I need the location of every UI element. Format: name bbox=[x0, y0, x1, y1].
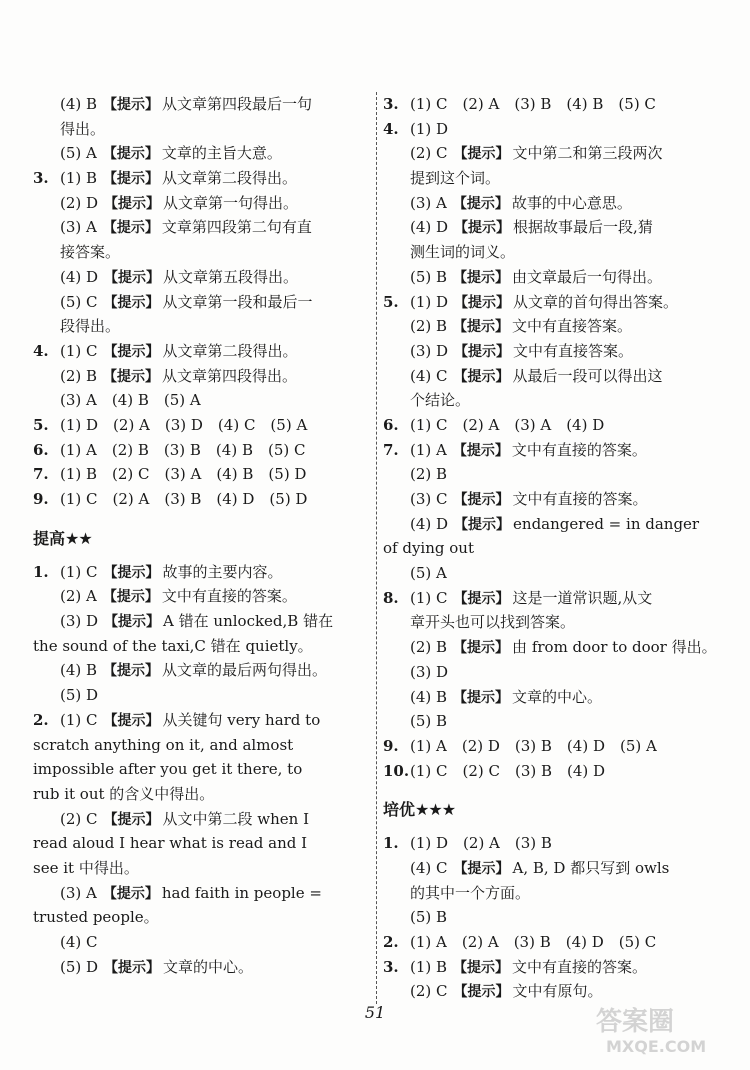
answer-line bbox=[383, 561, 723, 586]
right-column bbox=[383, 92, 723, 1004]
answer-text: 文中有原句。 bbox=[512, 982, 603, 1001]
answer-text: 由文章最后一句得出。 bbox=[512, 267, 663, 286]
hint-label: 【提示】 bbox=[104, 614, 161, 631]
answer-text: 文章的主旨大意。 bbox=[161, 144, 282, 163]
answer-text: (5) D bbox=[60, 957, 99, 976]
answer-text: 文中第二和第三段两次 bbox=[512, 144, 663, 163]
section-heading-text: 提高 bbox=[33, 528, 66, 548]
answer-text: 从文章第一句得出。 bbox=[163, 193, 299, 212]
answer-line bbox=[33, 905, 373, 930]
answer-text: (1) C (2) A (3) A (4) D bbox=[410, 415, 605, 434]
answer-text: 文中有直接答案。 bbox=[512, 317, 633, 336]
question-number: 2. bbox=[33, 710, 49, 729]
answer-text: scratch anything on it, and almost bbox=[33, 735, 294, 754]
answer-text: 从文章第四段得出。 bbox=[162, 366, 298, 385]
hint-label: 【提示】 bbox=[102, 220, 159, 237]
question-number: 10. bbox=[383, 761, 410, 780]
answer-text: see it 中得出。 bbox=[33, 858, 139, 877]
answer-text: (4) C bbox=[60, 933, 98, 951]
answer-line bbox=[383, 413, 723, 438]
hint-label: 【提示】 bbox=[104, 959, 161, 976]
answer-line bbox=[383, 759, 723, 784]
answer-text: (1) C bbox=[60, 562, 98, 581]
answer-line bbox=[33, 413, 373, 438]
answer-text: (1) C (2) A (3) B (4) D (5) D bbox=[60, 490, 308, 508]
answer-text: 从文章第一段和最后一 bbox=[162, 292, 313, 311]
answer-text: 由 from door to door 得出。 bbox=[512, 638, 717, 657]
question-number: 3. bbox=[33, 169, 49, 188]
answer-line bbox=[33, 930, 373, 955]
answer-line bbox=[383, 462, 723, 487]
answer-line bbox=[33, 658, 373, 683]
answer-text: (1) B bbox=[410, 957, 448, 976]
answer-text: 段得出。 bbox=[60, 317, 121, 336]
answer-text: trusted people。 bbox=[33, 908, 159, 927]
left-column bbox=[33, 92, 373, 979]
answer-text: (3) C bbox=[410, 490, 448, 508]
hint-label: 【提示】 bbox=[453, 959, 510, 976]
section-heading-text: 培优 bbox=[383, 800, 416, 820]
difficulty-stars: ★★ bbox=[65, 528, 92, 548]
hint-label: 【提示】 bbox=[454, 220, 511, 237]
answer-line bbox=[33, 215, 373, 240]
hint-label: 【提示】 bbox=[453, 984, 510, 1001]
answer-line bbox=[33, 757, 373, 782]
answer-text: 的其中一个方面。 bbox=[410, 883, 531, 902]
answer-text: 测生词的词义。 bbox=[410, 243, 516, 262]
hint-label: 【提示】 bbox=[103, 294, 160, 311]
answer-line bbox=[33, 807, 373, 832]
question-number: 2. bbox=[383, 933, 399, 951]
watermark-logo bbox=[592, 1000, 732, 1056]
answer-line bbox=[383, 831, 723, 856]
answer-line bbox=[33, 856, 373, 881]
answer-text: 从最后一段可以得出这 bbox=[512, 366, 663, 385]
hint-label: 【提示】 bbox=[103, 171, 160, 188]
answer-line bbox=[33, 708, 373, 733]
answer-text: (1) C bbox=[60, 710, 98, 729]
answer-line bbox=[383, 438, 723, 463]
answer-text: (5) B bbox=[410, 908, 448, 927]
answer-text: 接答案。 bbox=[60, 243, 121, 262]
answer-text: 章开头也可以找到答案。 bbox=[410, 613, 576, 632]
answer-text: 提到这个词。 bbox=[410, 169, 501, 188]
answer-text: A 错在 unlocked,B 错在 bbox=[163, 612, 334, 631]
answer-text: (2) B bbox=[60, 366, 98, 385]
answer-line bbox=[33, 782, 373, 807]
question-number: 4. bbox=[383, 119, 399, 138]
hint-label: 【提示】 bbox=[453, 269, 510, 286]
answer-line bbox=[383, 660, 723, 685]
answer-text: rub it out 的含义中得出。 bbox=[33, 784, 215, 803]
hint-label: 【提示】 bbox=[103, 663, 160, 680]
answer-text: 从文章的首句得出答案。 bbox=[513, 292, 679, 311]
answer-text: 从文章第二段得出。 bbox=[162, 169, 298, 188]
answer-text: (3) D bbox=[410, 662, 449, 681]
answer-line bbox=[383, 265, 723, 290]
answer-line bbox=[33, 560, 373, 585]
answer-text: (4) D bbox=[60, 267, 99, 286]
hint-label: 【提示】 bbox=[453, 860, 510, 877]
answer-line bbox=[383, 930, 723, 955]
answer-text: (1) A (2) B (3) B (4) B (5) C bbox=[60, 440, 306, 459]
answer-text: (2) A bbox=[60, 587, 97, 606]
answer-line bbox=[383, 364, 723, 389]
difficulty-stars: ★★★ bbox=[415, 800, 456, 820]
hint-label: 【提示】 bbox=[103, 564, 160, 581]
answer-text: (3) D bbox=[60, 612, 99, 631]
answer-text: (5) D bbox=[60, 686, 99, 705]
answer-text: 个结论。 bbox=[410, 391, 471, 410]
answer-text: (4) C bbox=[410, 858, 448, 877]
answer-text: 文中有直接的答案。 bbox=[512, 957, 648, 976]
answer-text: (1) D bbox=[410, 292, 449, 311]
answer-text: (1) D (2) A (3) D (4) C (5) A bbox=[60, 415, 308, 434]
answer-line bbox=[383, 905, 723, 930]
answer-text: (1) C bbox=[410, 588, 448, 607]
answer-text: (1) B (2) C (3) A (4) B (5) D bbox=[60, 465, 307, 484]
answer-text: 根据故事最后一段,猜 bbox=[513, 218, 653, 237]
answer-text: 文章第四段第二句有直 bbox=[161, 218, 312, 237]
answer-text: (5) A bbox=[410, 564, 447, 583]
answer-text: (3) A bbox=[60, 883, 97, 902]
answer-text: (4) B bbox=[60, 661, 98, 680]
hint-label: 【提示】 bbox=[453, 689, 510, 706]
section-heading bbox=[383, 789, 723, 831]
answer-line bbox=[33, 733, 373, 758]
answer-text: 得出。 bbox=[60, 119, 106, 138]
answer-text: (1) A (2) D (3) B (4) D (5) A bbox=[410, 736, 657, 755]
hint-label: 【提示】 bbox=[103, 97, 160, 113]
answer-line bbox=[383, 215, 723, 240]
answer-line bbox=[383, 856, 723, 881]
answer-line bbox=[383, 314, 723, 339]
answer-line bbox=[383, 610, 723, 635]
section-heading bbox=[33, 518, 373, 560]
question-number: 9. bbox=[33, 490, 49, 508]
question-number: 7. bbox=[383, 440, 399, 459]
hint-label: 【提示】 bbox=[104, 269, 161, 286]
answer-text: (2) C bbox=[410, 982, 448, 1001]
question-number: 5. bbox=[33, 415, 49, 434]
answer-line bbox=[383, 191, 723, 216]
answer-text: impossible after you get it there, to bbox=[33, 760, 303, 779]
answer-line bbox=[383, 339, 723, 364]
hint-label: 【提示】 bbox=[452, 195, 509, 212]
answer-text: had faith in people = bbox=[161, 883, 322, 902]
question-number: 6. bbox=[33, 440, 49, 459]
page-number: 51 bbox=[364, 1003, 386, 1022]
answer-text: of dying out bbox=[383, 539, 474, 558]
hint-label: 【提示】 bbox=[103, 811, 160, 828]
answer-line bbox=[33, 364, 373, 389]
answer-text: (1) A bbox=[410, 440, 447, 459]
answer-text: (3) A bbox=[60, 218, 97, 237]
svg-text:答案圈: 答案圈 bbox=[596, 1007, 675, 1037]
answer-text: 文章的中心。 bbox=[512, 687, 603, 706]
answer-text: (5) A bbox=[60, 144, 97, 163]
hint-label: 【提示】 bbox=[454, 294, 511, 311]
answer-line bbox=[33, 881, 373, 906]
answer-text: 故事的中心意思。 bbox=[511, 193, 632, 212]
hint-label: 【提示】 bbox=[103, 712, 160, 729]
answer-text: 从关键句 very hard to bbox=[162, 710, 321, 729]
svg-text:MXQE.COM: MXQE.COM bbox=[606, 1037, 707, 1056]
hint-label: 【提示】 bbox=[453, 319, 510, 336]
answer-text: (3) A (4) B (5) A bbox=[60, 391, 201, 410]
answer-text: (1) D bbox=[410, 119, 449, 138]
answer-line bbox=[33, 831, 373, 856]
answer-line bbox=[383, 487, 723, 512]
answer-text: 文中有直接的答案。 bbox=[512, 490, 648, 508]
answer-text: (1) D (2) A (3) B bbox=[410, 834, 552, 853]
answer-line bbox=[33, 141, 373, 166]
hint-label: 【提示】 bbox=[454, 516, 511, 533]
hint-label: 【提示】 bbox=[453, 368, 510, 385]
answer-text: read aloud I hear what is read and I bbox=[33, 834, 308, 853]
answer-text: (1) A (2) A (3) B (4) D (5) C bbox=[410, 933, 657, 951]
answer-text: (2) B bbox=[410, 465, 448, 484]
answer-text: 从文章第四段最后一句 bbox=[162, 95, 313, 113]
answer-line bbox=[33, 683, 373, 708]
answer-text: 从文章第五段得出。 bbox=[163, 267, 299, 286]
answer-text: (2) B bbox=[410, 317, 448, 336]
question-number: 3. bbox=[383, 957, 399, 976]
answer-line bbox=[383, 536, 723, 561]
answer-line bbox=[33, 584, 373, 609]
hint-label: 【提示】 bbox=[103, 343, 160, 360]
question-number: 1. bbox=[383, 834, 399, 853]
answer-line bbox=[33, 438, 373, 463]
answer-text: (3) D bbox=[410, 341, 449, 360]
hint-label: 【提示】 bbox=[102, 146, 159, 163]
answer-line bbox=[383, 141, 723, 166]
answer-line bbox=[383, 240, 723, 265]
answer-text: 从文章第二段得出。 bbox=[162, 341, 298, 360]
answer-line bbox=[33, 265, 373, 290]
answer-line bbox=[33, 314, 373, 339]
answer-text: 从文章的最后两句得出。 bbox=[162, 661, 328, 680]
answer-text: (2) D bbox=[60, 193, 99, 212]
answer-text: (2) B bbox=[410, 638, 448, 657]
answer-text: (5) C bbox=[60, 292, 98, 311]
answer-line bbox=[383, 955, 723, 980]
answer-text: endangered = in danger bbox=[513, 514, 700, 533]
answer-line bbox=[33, 487, 373, 512]
answer-line bbox=[33, 92, 373, 117]
answer-line bbox=[33, 166, 373, 191]
hint-label: 【提示】 bbox=[453, 590, 510, 607]
hint-label: 【提示】 bbox=[102, 589, 159, 606]
answer-line bbox=[33, 191, 373, 216]
answer-text: (2) C bbox=[60, 809, 98, 828]
answer-line bbox=[383, 290, 723, 315]
answer-text: (1) C (2) C (3) B (4) D bbox=[410, 761, 606, 780]
column-divider bbox=[376, 92, 377, 1004]
answer-text: (4) D bbox=[410, 218, 449, 237]
answer-text: (4) D bbox=[410, 514, 449, 533]
answer-text: (4) C bbox=[410, 366, 448, 385]
answer-line bbox=[33, 462, 373, 487]
answer-text: (1) C (2) A (3) B (4) B (5) C bbox=[410, 95, 656, 113]
answer-text: 从文中第二段 when I bbox=[162, 809, 309, 828]
answer-line bbox=[383, 635, 723, 660]
question-number: 8. bbox=[383, 588, 399, 607]
answer-text: (5) B bbox=[410, 267, 448, 286]
question-number: 9. bbox=[383, 736, 399, 755]
answer-line bbox=[383, 388, 723, 413]
answer-text: 文章的中心。 bbox=[163, 957, 254, 976]
hint-label: 【提示】 bbox=[453, 492, 510, 508]
hint-label: 【提示】 bbox=[453, 146, 510, 163]
question-number: 4. bbox=[33, 341, 49, 360]
answer-line bbox=[33, 634, 373, 659]
question-number: 1. bbox=[33, 562, 49, 581]
answer-text: 这是一道常识题,从文 bbox=[512, 588, 653, 607]
answer-line bbox=[33, 240, 373, 265]
answer-text: (1) C bbox=[60, 341, 98, 360]
answer-line bbox=[383, 512, 723, 537]
answer-line bbox=[383, 709, 723, 734]
answer-text: (5) B bbox=[410, 712, 448, 731]
answer-text: the sound of the taxi,C 错在 quietly。 bbox=[33, 636, 313, 655]
answer-text: A, B, D 都只写到 owls bbox=[512, 858, 670, 877]
answer-line bbox=[383, 166, 723, 191]
answer-line bbox=[33, 955, 373, 980]
answer-line bbox=[383, 117, 723, 142]
answer-line bbox=[383, 586, 723, 611]
answer-line bbox=[33, 290, 373, 315]
question-number: 3. bbox=[383, 95, 399, 113]
answer-line bbox=[33, 609, 373, 634]
answer-text: (1) B bbox=[60, 169, 98, 188]
hint-label: 【提示】 bbox=[103, 368, 160, 385]
answer-line bbox=[33, 339, 373, 364]
answer-line bbox=[383, 734, 723, 759]
answer-line bbox=[383, 92, 723, 117]
hint-label: 【提示】 bbox=[104, 195, 161, 212]
hint-label: 【提示】 bbox=[453, 640, 510, 657]
hint-label: 【提示】 bbox=[454, 343, 511, 360]
answer-line bbox=[33, 117, 373, 142]
question-number: 6. bbox=[383, 415, 399, 434]
answer-text: (3) A bbox=[410, 193, 447, 212]
question-number: 5. bbox=[383, 292, 399, 311]
hint-label: 【提示】 bbox=[452, 442, 509, 459]
answer-text: 文中有直接答案。 bbox=[513, 341, 634, 360]
answer-line bbox=[33, 388, 373, 413]
answer-text: (2) C bbox=[410, 144, 448, 163]
answer-text: 故事的主要内容。 bbox=[162, 562, 283, 581]
answer-line bbox=[383, 685, 723, 710]
answer-text: (4) B bbox=[60, 95, 98, 113]
question-number: 7. bbox=[33, 465, 49, 484]
answer-text: (4) B bbox=[410, 687, 448, 706]
hint-label: 【提示】 bbox=[102, 885, 159, 902]
answer-text: 文中有直接的答案。 bbox=[511, 440, 647, 459]
answer-text: 文中有直接的答案。 bbox=[161, 587, 297, 606]
answer-line bbox=[383, 881, 723, 906]
